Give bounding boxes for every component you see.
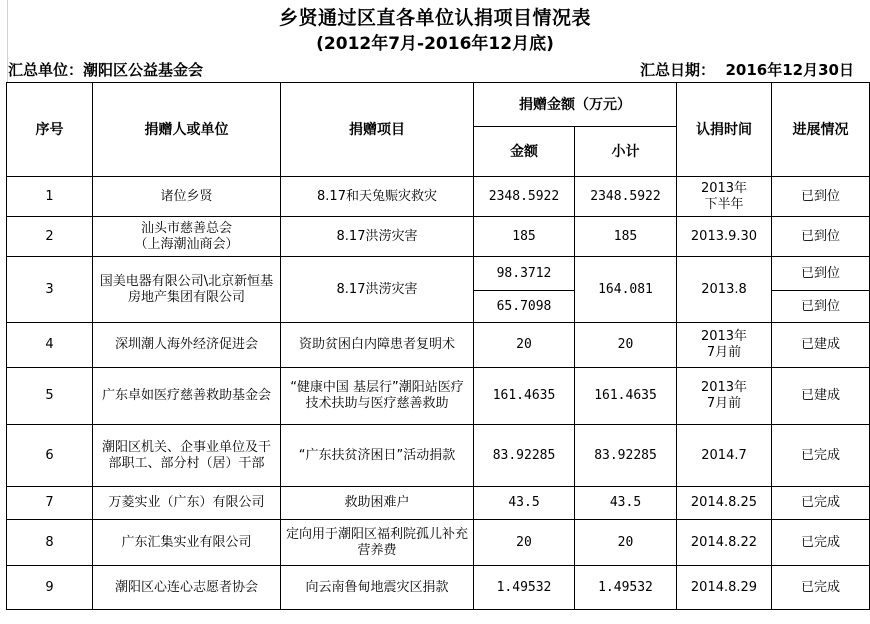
cell-seq[interactable]: 9	[7, 566, 93, 610]
cell-donor[interactable]: 国美电器有限公司\北京新恒基房地产集团有限公司	[93, 257, 281, 323]
cell-status[interactable]: 已完成	[772, 425, 870, 487]
cell-donor[interactable]: 万菱实业（广东）有限公司	[93, 487, 281, 520]
cell-amount[interactable]: 185	[474, 217, 575, 257]
cell-seq[interactable]: 8	[7, 520, 93, 566]
cell-time[interactable]: 2013.8	[677, 257, 772, 323]
cell-amount[interactable]: 20	[474, 520, 575, 566]
header-amount[interactable]: 金额	[474, 127, 575, 177]
cell-amount[interactable]: 20	[474, 323, 575, 368]
cell-status[interactable]: 已到位	[772, 177, 870, 217]
cell-amount[interactable]: 43.5	[474, 487, 575, 520]
table-row	[7, 425, 870, 487]
cell-donor[interactable]: 广东卓如医疗慈善救助基金会	[93, 368, 281, 425]
cell-subtotal[interactable]: 164.081	[575, 257, 677, 323]
cell-time[interactable]: 2014.7	[677, 425, 772, 487]
cell-subtotal[interactable]: 83.92285	[575, 425, 677, 487]
cell-project[interactable]: 救助困难户	[281, 487, 474, 520]
cell-status[interactable]: 已到位	[772, 217, 870, 257]
header-seq[interactable]: 序号	[7, 83, 93, 177]
cell-seq[interactable]: 6	[7, 425, 93, 487]
cell-subtotal[interactable]: 20	[575, 323, 677, 368]
cell-subtotal[interactable]: 20	[575, 520, 677, 566]
cell-time[interactable]: 2014.8.22	[677, 520, 772, 566]
cell-time[interactable]: 2013年 7月前	[677, 368, 772, 425]
page-title: 乡贤通过区直各单位认捐项目情况表	[278, 7, 591, 29]
cell-project[interactable]: 向云南鲁甸地震灾区捐款	[281, 566, 474, 610]
cell-seq[interactable]: 3	[7, 257, 93, 323]
table-row	[7, 257, 870, 291]
cell-amount[interactable]: 65.7098	[474, 291, 575, 323]
cell-seq[interactable]: 2	[7, 217, 93, 257]
cell-time[interactable]: 2013年 7月前	[677, 323, 772, 368]
table-row	[7, 217, 870, 257]
summary-unit: 汇总单位：潮阳区公益基金会	[8, 61, 204, 79]
cell-seq[interactable]: 1	[7, 177, 93, 217]
cell-time[interactable]: 2013年 下半年	[677, 177, 772, 217]
cell-donor[interactable]: 诸位乡贤	[93, 177, 281, 217]
cell-subtotal[interactable]: 2348.5922	[575, 177, 677, 217]
cell-time[interactable]: 2014.8.29	[677, 566, 772, 610]
cell-amount[interactable]: 161.4635	[474, 368, 575, 425]
header-time[interactable]: 认捐时间	[677, 83, 772, 177]
page-subtitle: (2012年7月-2016年12月底)	[316, 34, 554, 54]
cell-donor[interactable]: 潮阳区心连心志愿者协会	[93, 566, 281, 610]
cell-donor[interactable]: 广东汇集实业有限公司	[93, 520, 281, 566]
cell-project[interactable]: 8.17和天兔赈灾救灾	[281, 177, 474, 217]
cell-status[interactable]: 已完成	[772, 487, 870, 520]
cell-project[interactable]: “广东扶贫济困日”活动捐款	[281, 425, 474, 487]
cell-project[interactable]: 8.17洪涝灾害	[281, 217, 474, 257]
cell-amount[interactable]: 1.49532	[474, 566, 575, 610]
cell-amount[interactable]: 98.3712	[474, 257, 575, 291]
donation-table	[6, 82, 870, 610]
cell-time[interactable]: 2013.9.30	[677, 217, 772, 257]
header-status[interactable]: 进展情况	[772, 83, 870, 177]
cell-amount[interactable]: 2348.5922	[474, 177, 575, 217]
cell-project[interactable]: 资助贫困白内障患者复明术	[281, 323, 474, 368]
cell-project[interactable]: “健康中国 基层行”潮阳站医疗技术扶助与医疗慈善救助	[281, 368, 474, 425]
cell-subtotal[interactable]: 1.49532	[575, 566, 677, 610]
cell-seq[interactable]: 5	[7, 368, 93, 425]
cell-subtotal[interactable]: 185	[575, 217, 677, 257]
cell-time[interactable]: 2014.8.25	[677, 487, 772, 520]
cell-project[interactable]: 定向用于潮阳区福利院孤儿补充营养费	[281, 520, 474, 566]
cell-subtotal[interactable]: 43.5	[575, 487, 677, 520]
cell-seq[interactable]: 4	[7, 323, 93, 368]
cell-donor[interactable]: 深圳潮人海外经济促进会	[93, 323, 281, 368]
header-amount-group[interactable]: 捐赠金额（万元）	[474, 83, 677, 127]
cell-donor[interactable]: 潮阳区机关、企事业单位及干部职工、部分村（居）干部	[93, 425, 281, 487]
header-project[interactable]: 捐赠项目	[281, 83, 474, 177]
summary-date: 汇总日期： 2016年12月30日	[640, 61, 854, 79]
table-row	[7, 520, 870, 566]
table-row	[7, 177, 870, 217]
cell-donor[interactable]: 汕头市慈善总会 （上海潮汕商会）	[93, 217, 281, 257]
table-row	[7, 566, 870, 610]
cell-status[interactable]: 已到位	[772, 257, 870, 291]
header-donor[interactable]: 捐赠人或单位	[93, 83, 281, 177]
cell-subtotal[interactable]: 161.4635	[575, 368, 677, 425]
cell-status[interactable]: 已建成	[772, 323, 870, 368]
table-row	[7, 368, 870, 425]
header-subtotal[interactable]: 小计	[575, 127, 677, 177]
cell-project[interactable]: 8.17洪涝灾害	[281, 257, 474, 323]
cell-status[interactable]: 已完成	[772, 520, 870, 566]
cell-amount[interactable]: 83.92285	[474, 425, 575, 487]
table-body	[7, 177, 870, 610]
cell-status[interactable]: 已到位	[772, 291, 870, 323]
cell-seq[interactable]: 7	[7, 487, 93, 520]
cell-status[interactable]: 已完成	[772, 566, 870, 610]
table-row	[7, 323, 870, 368]
cell-status[interactable]: 已建成	[772, 368, 870, 425]
table-row	[7, 487, 870, 520]
